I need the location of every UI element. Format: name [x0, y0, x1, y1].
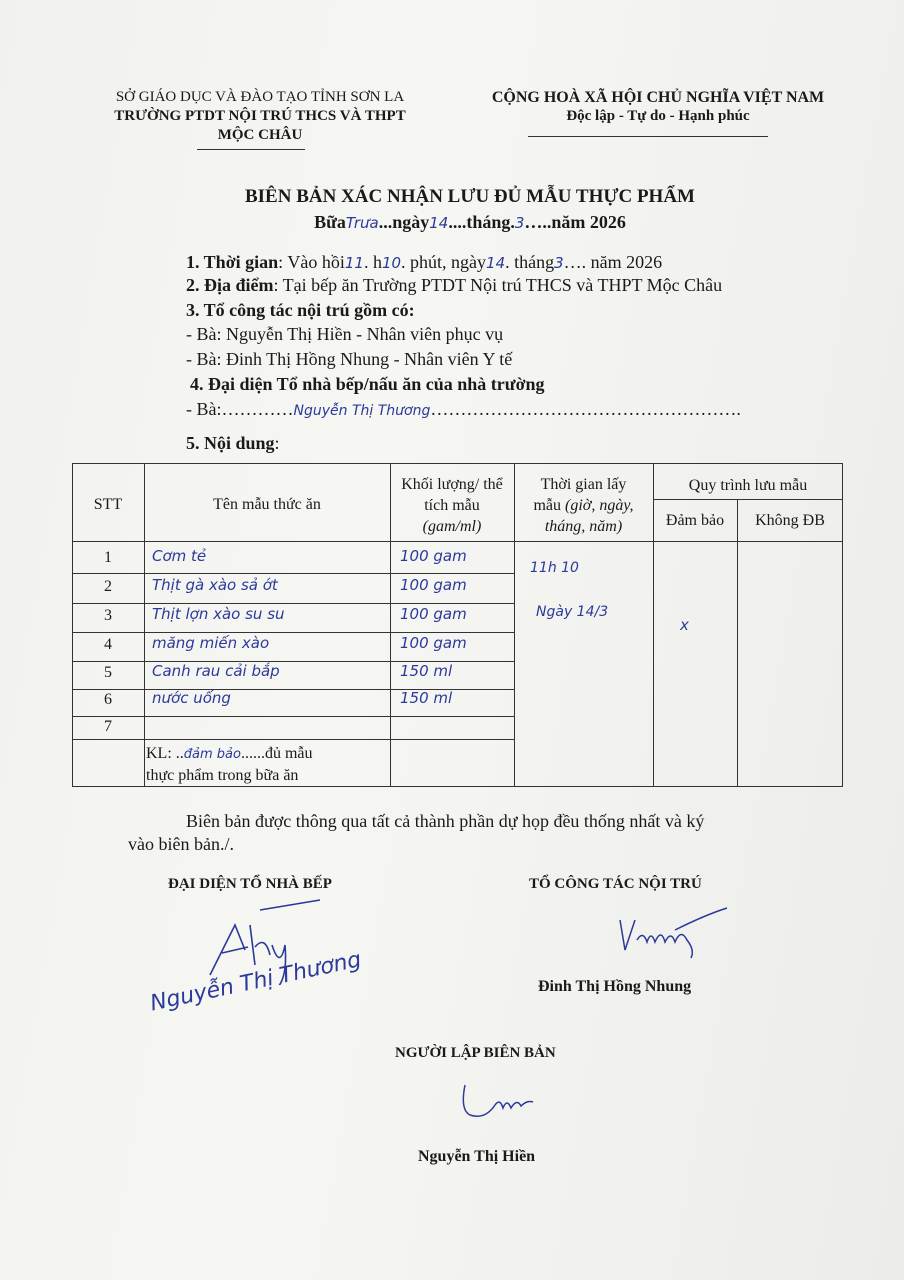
conclusion-prefix: KL: .. [146, 745, 184, 762]
header-split-line [653, 499, 843, 500]
meal-prefix: Bữa [314, 212, 346, 232]
header-time-line2b: (giờ, ngày, [561, 497, 634, 514]
time-text-c: . phút, ngày [401, 252, 487, 272]
section-location-text: : Tại bếp ăn Trường PTDT Nội trú THCS và THPT Mộc Châu [273, 275, 723, 295]
conclusion [146, 743, 390, 786]
header-time [514, 474, 653, 537]
conclusion-suffix: ......đủ mẫu [240, 745, 313, 762]
row-weight: 100 gam [400, 634, 467, 652]
closing-line2: vào biên bản./. [128, 834, 234, 854]
row-stt: 2 [104, 578, 112, 595]
row-line-1 [72, 573, 515, 574]
boarding-sign-name: Đinh Thị Hồng Nhung [538, 978, 692, 995]
kitchen-rep-line [186, 399, 741, 420]
row-weight: 150 ml [400, 662, 453, 680]
day-value: 14 [429, 214, 449, 232]
header-process: Quy trình lưu mẫu [688, 477, 808, 494]
conclusion-line1 [146, 743, 390, 765]
section-location-label: 2. Địa điểm [186, 275, 274, 295]
team-member-2: - Bà: Đinh Thị Hồng Nhung - Nhân viên Y tế [186, 349, 513, 369]
header-time-line1: Thời gian lấy [540, 476, 627, 493]
boarding-signature [615, 900, 735, 960]
section-time-label: 1. Thời gian [186, 252, 279, 272]
row-food-name: Thịt gà xào sả ớt [152, 576, 278, 594]
row-stt: 4 [104, 636, 112, 653]
minute-value: 10 [381, 254, 402, 272]
header-ok: Đảm bảo [665, 512, 725, 529]
header-right [468, 88, 848, 126]
header-food-name: Tên mẫu thức ăn [213, 496, 321, 513]
ok-mark: x [680, 616, 689, 634]
row-line-7 [72, 739, 515, 740]
row-weight: 100 gam [400, 576, 467, 594]
time-text-a: : Vào hồi [278, 252, 345, 272]
department-name: SỞ GIÁO DỤC VÀ ĐÀO TẠO TỈNH SƠN LA [115, 89, 405, 105]
row-stt: 7 [104, 718, 112, 735]
header-right-underline [528, 136, 768, 137]
header-time-line2 [514, 495, 653, 516]
header-weight-unit: (gam/ml) [422, 518, 482, 535]
section-kitchen-label: 4. Đại diện Tổ nhà bếp/nấu ăn của nhà trường [190, 374, 545, 394]
section-content-colon: : [274, 433, 280, 453]
conclusion-hand: đảm bảo [183, 747, 241, 762]
row-stt: 3 [104, 607, 112, 624]
kitchen-handwritten-name: Nguyễn Thị Thương [148, 947, 364, 1017]
school-name: TRƯỜNG PTDT NỘI TRÚ THCS VÀ THPT [114, 108, 406, 124]
section-content-label: 5. Nội dung [186, 433, 275, 453]
section-time [186, 252, 846, 273]
header-left [80, 88, 440, 145]
header-left-underline [197, 149, 305, 150]
kitchen-sign-title: ĐẠI DIỆN TỔ NHÀ BẾP [168, 876, 332, 892]
conclusion-line2: thực phẩm trong bữa ăn [146, 767, 299, 784]
table-border-bottom [72, 786, 843, 787]
row-stt: 5 [104, 664, 112, 681]
recorder-signature [455, 1080, 545, 1125]
row-food-name: Cơm tẻ [152, 547, 207, 565]
recorder-sign-name: Nguyễn Thị Hiền [418, 1148, 536, 1165]
row-stt: 1 [104, 549, 112, 566]
motto: Độc lập - Tự do - Hạnh phúc [566, 108, 750, 124]
section-location [186, 275, 856, 296]
closing-line1: Biên bản được thông qua tất cả thành phần dự họp đều thống nhất và ký [186, 811, 705, 831]
page-title: BIÊN BẢN XÁC NHẬN LƯU ĐỦ MẪU THỰC PHẨM [244, 186, 695, 207]
header-bottom-line [72, 541, 843, 542]
hour-value: 11 [344, 254, 364, 272]
country-name: CỘNG HOÀ XÃ HỘI CHỦ NGHĨA VIỆT NAM [491, 89, 825, 106]
date-month-value: 3 [554, 254, 564, 272]
table-border-top [72, 463, 843, 464]
recorder-sign-title: NGƯỜI LẬP BIÊN BẢN [395, 1045, 556, 1061]
header-weight-line1: Khối lượng/ thể [401, 476, 503, 493]
header-weight-line2: tích mẫu [424, 497, 480, 514]
meal-line [150, 212, 790, 233]
row-food-name: Canh rau cải bắp [152, 662, 280, 680]
time-value-date: Ngày 14/3 [536, 604, 609, 620]
kitchen-rep-prefix: - Bà:………… [186, 399, 294, 419]
team-member-1: - Bà: Nguyễn Thị Hiền - Nhân viên phục vụ [186, 324, 504, 344]
row-weight: 100 gam [400, 605, 467, 623]
row-weight: 100 gam [400, 547, 467, 565]
row-food-name: măng miến xào [152, 634, 270, 652]
row-weight: 150 ml [400, 689, 453, 707]
kitchen-rep-name: Nguyễn Thị Thương [293, 403, 431, 419]
header-not-ok: Không ĐB [755, 512, 825, 529]
meal-value: Trưa [345, 214, 379, 232]
boarding-sign-title: TỔ CÔNG TÁC NỘI TRÚ [529, 876, 702, 892]
time-text-e: …. năm 2026 [563, 252, 663, 272]
row-food-name: nước uống [152, 689, 231, 707]
month-label: ....tháng. [448, 212, 515, 232]
date-day-value: 14 [486, 254, 506, 272]
row-food-name: Thịt lợn xào su su [152, 605, 285, 623]
day-label: ...ngày [378, 212, 430, 232]
header-time-line2a: mẫu [533, 497, 561, 514]
month-value: 3 [514, 214, 525, 232]
row-stt: 6 [104, 691, 112, 708]
section-team-label: 3. Tổ công tác nội trú gồm có: [186, 300, 415, 320]
header-stt: STT [93, 496, 123, 513]
kitchen-rep-suffix: ……………………………………………. [430, 399, 741, 419]
section-content [186, 433, 280, 454]
time-text-b: . h [363, 252, 382, 272]
school-location: MỘC CHÂU [217, 127, 303, 143]
year-label: …..năm 2026 [524, 212, 626, 232]
header-time-line3: tháng, năm) [544, 518, 623, 535]
time-value-hour: 11h 10 [530, 560, 579, 576]
header-weight [390, 474, 514, 537]
time-text-d: . tháng [505, 252, 555, 272]
